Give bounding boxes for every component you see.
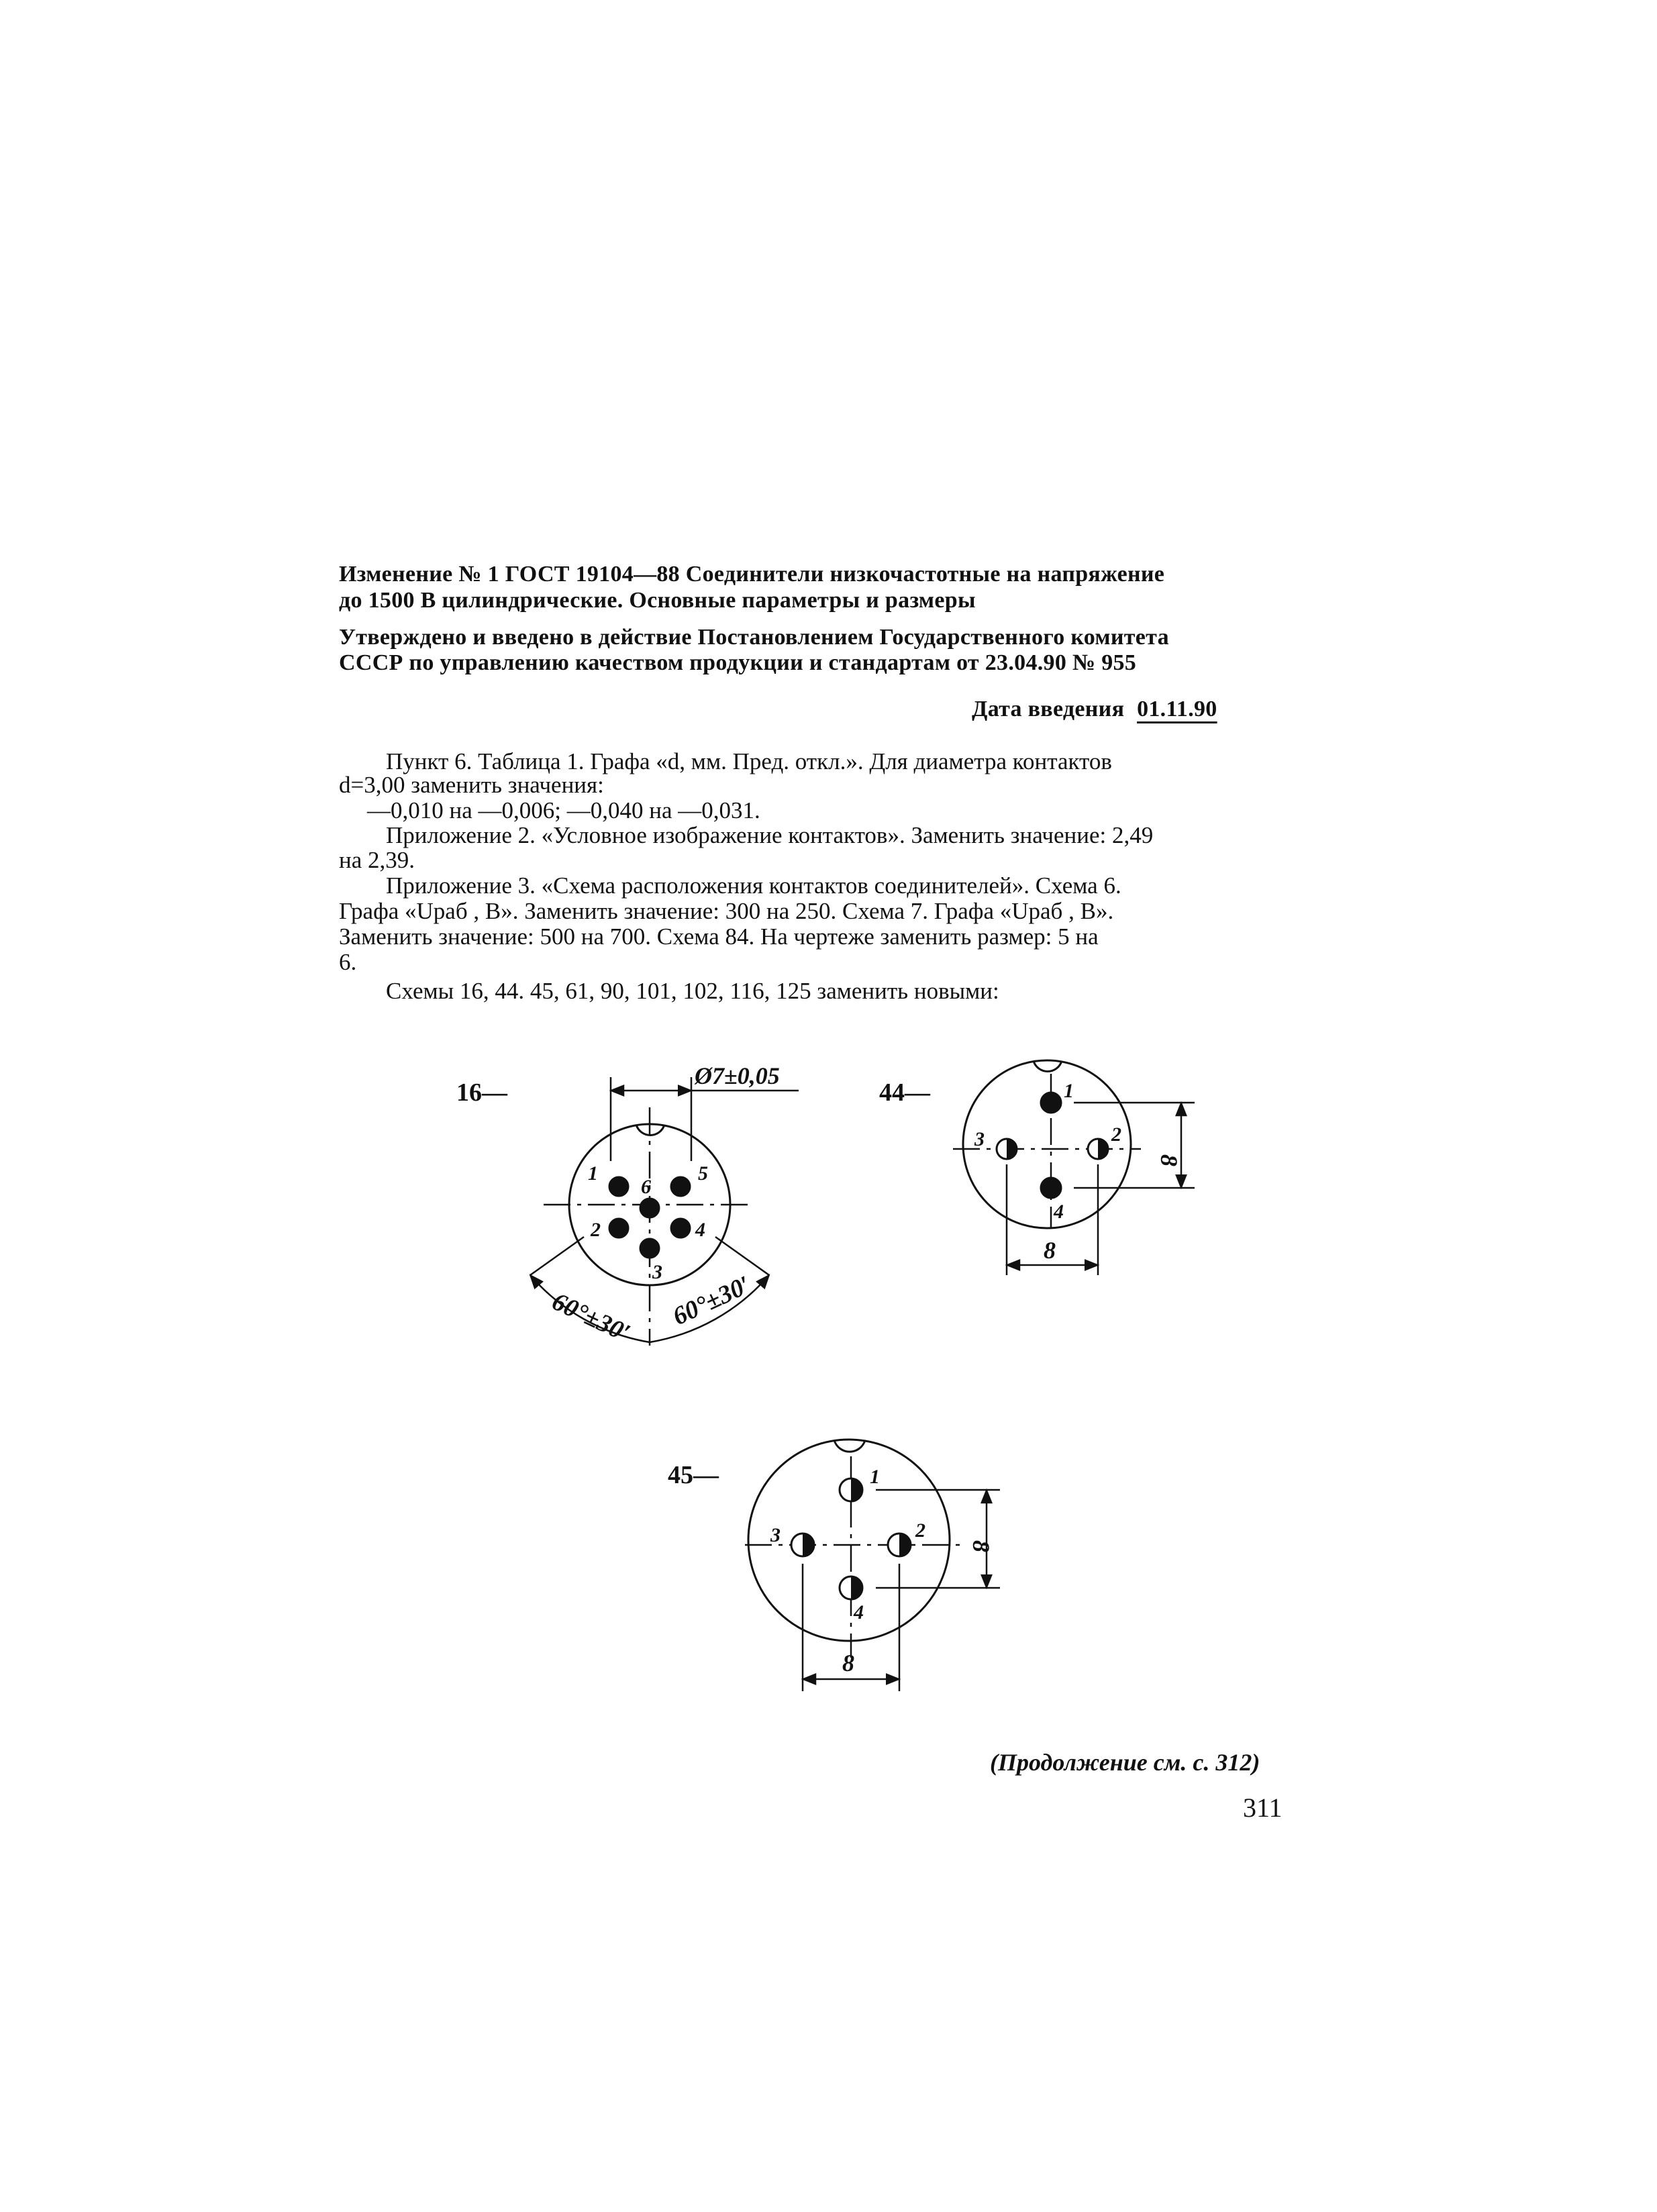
approval-line1: Утверждено и введено в действие Постановлением Государственного комитета: [339, 625, 1169, 650]
diagram-16-pin-5: [671, 1162, 708, 1196]
paragraph-4-line1: Схемы 16, 44. 45, 61, 90, 101, 102, 116, 125 заменить новыми:: [386, 978, 999, 1004]
diagram-16-pin-4: [671, 1219, 705, 1241]
paragraph-3-line3: Заменить значение: 500 на 700. Схема 84. На чертеже заменить размер: 5 на: [339, 923, 1099, 950]
svg-text:2: 2: [1111, 1123, 1121, 1146]
diagram-45-dim-right: 8: [968, 1540, 995, 1552]
diagram-44-pin-4: [1041, 1178, 1064, 1223]
document-title-line1: Изменение № 1 ГОСТ 19104—88 Соединители низкочастотные на напряжение: [339, 562, 1165, 587]
continuation-note: (Продолжение см. с. 312): [990, 1749, 1260, 1776]
diagram-44-dim-bottom: 8: [1044, 1237, 1056, 1264]
diagram-44-dim-right: 8: [1156, 1154, 1183, 1166]
svg-text:3: 3: [974, 1128, 985, 1150]
diagram-16-pin-1: [588, 1162, 628, 1196]
paragraph-3-line2: Графа «Uраб , В». Заменить значение: 300 на 250. Схема 7. Графа «Uраб , В».: [339, 898, 1114, 924]
diagram-16-angle-right: 60°±30′: [668, 1270, 756, 1331]
diagram-45-dim-bottom: 8: [842, 1650, 854, 1676]
svg-text:5: 5: [698, 1162, 708, 1185]
diagram-44-pin-1: [1041, 1080, 1074, 1113]
svg-text:1: 1: [588, 1162, 598, 1185]
svg-text:1: 1: [870, 1466, 880, 1488]
diagram-16-diameter-dim: Ø7±0,05: [695, 1062, 780, 1089]
diagram-16-pin-6: [640, 1176, 659, 1217]
diagram-44-pin-3: [974, 1128, 1017, 1159]
paragraph-3-line1: Приложение 3. «Схема расположения контактов соединителей». Схема 6.: [386, 872, 1121, 899]
paragraph-2-line1: Приложение 2. «Условное изображение контактов». Заменить значение: 2,49: [386, 822, 1154, 848]
diagram-16-angle-left: 60°±30′: [548, 1287, 635, 1348]
svg-text:4: 4: [695, 1219, 705, 1241]
diagram-16-label: 16—: [456, 1078, 507, 1107]
paragraph-2-line2: на 2,39.: [339, 847, 415, 873]
svg-text:2: 2: [915, 1519, 925, 1542]
svg-text:4: 4: [1054, 1201, 1064, 1223]
svg-text:4: 4: [854, 1601, 864, 1623]
svg-text:6: 6: [641, 1176, 651, 1198]
diagram-44-key-notch: [1034, 1061, 1062, 1071]
svg-text:1: 1: [1064, 1080, 1074, 1102]
paragraph-1-line2: d=3,00 заменить значения:: [339, 772, 604, 798]
diagram-16: [456, 1062, 799, 1348]
svg-text:3: 3: [770, 1524, 781, 1546]
document-title-line2: до 1500 В цилиндрические. Основные параметры и размеры: [339, 588, 976, 613]
diagram-45-pin-2: [888, 1519, 925, 1556]
effective-date-label: Дата введения: [972, 697, 1125, 721]
diagram-16-pin-3: [640, 1239, 662, 1283]
svg-text:3: 3: [652, 1261, 662, 1283]
diagram-44-pin-2: [1088, 1123, 1121, 1159]
effective-date-value: 01.11.90: [1137, 697, 1217, 721]
svg-text:2: 2: [591, 1219, 601, 1241]
diagram-45-pin-3: [770, 1524, 814, 1556]
diagram-45: [668, 1440, 1000, 1691]
paragraph-1-line3: —0,010 на —0,006; —0,040 на —0,031.: [367, 797, 760, 823]
paragraph-3-line4: 6.: [339, 949, 357, 975]
diagram-44: [879, 1060, 1195, 1275]
diagram-44-label: 44—: [879, 1078, 930, 1107]
diagram-45-pin-1: [840, 1466, 880, 1501]
diagram-45-pin-4: [840, 1576, 864, 1623]
diagram-45-label: 45—: [668, 1461, 719, 1489]
page-number: 311: [1243, 1793, 1283, 1823]
diagram-16-pin-2: [590, 1219, 628, 1241]
diagram-45-key-notch: [834, 1440, 865, 1452]
paragraph-1-line1: Пункт 6. Таблица 1. Графа «d, мм. Пред. откл.». Для диаметра контактов: [386, 748, 1112, 774]
approval-line2: СССР по управлению качеством продукции и стандартам от 23.04.90 № 955: [339, 650, 1137, 675]
